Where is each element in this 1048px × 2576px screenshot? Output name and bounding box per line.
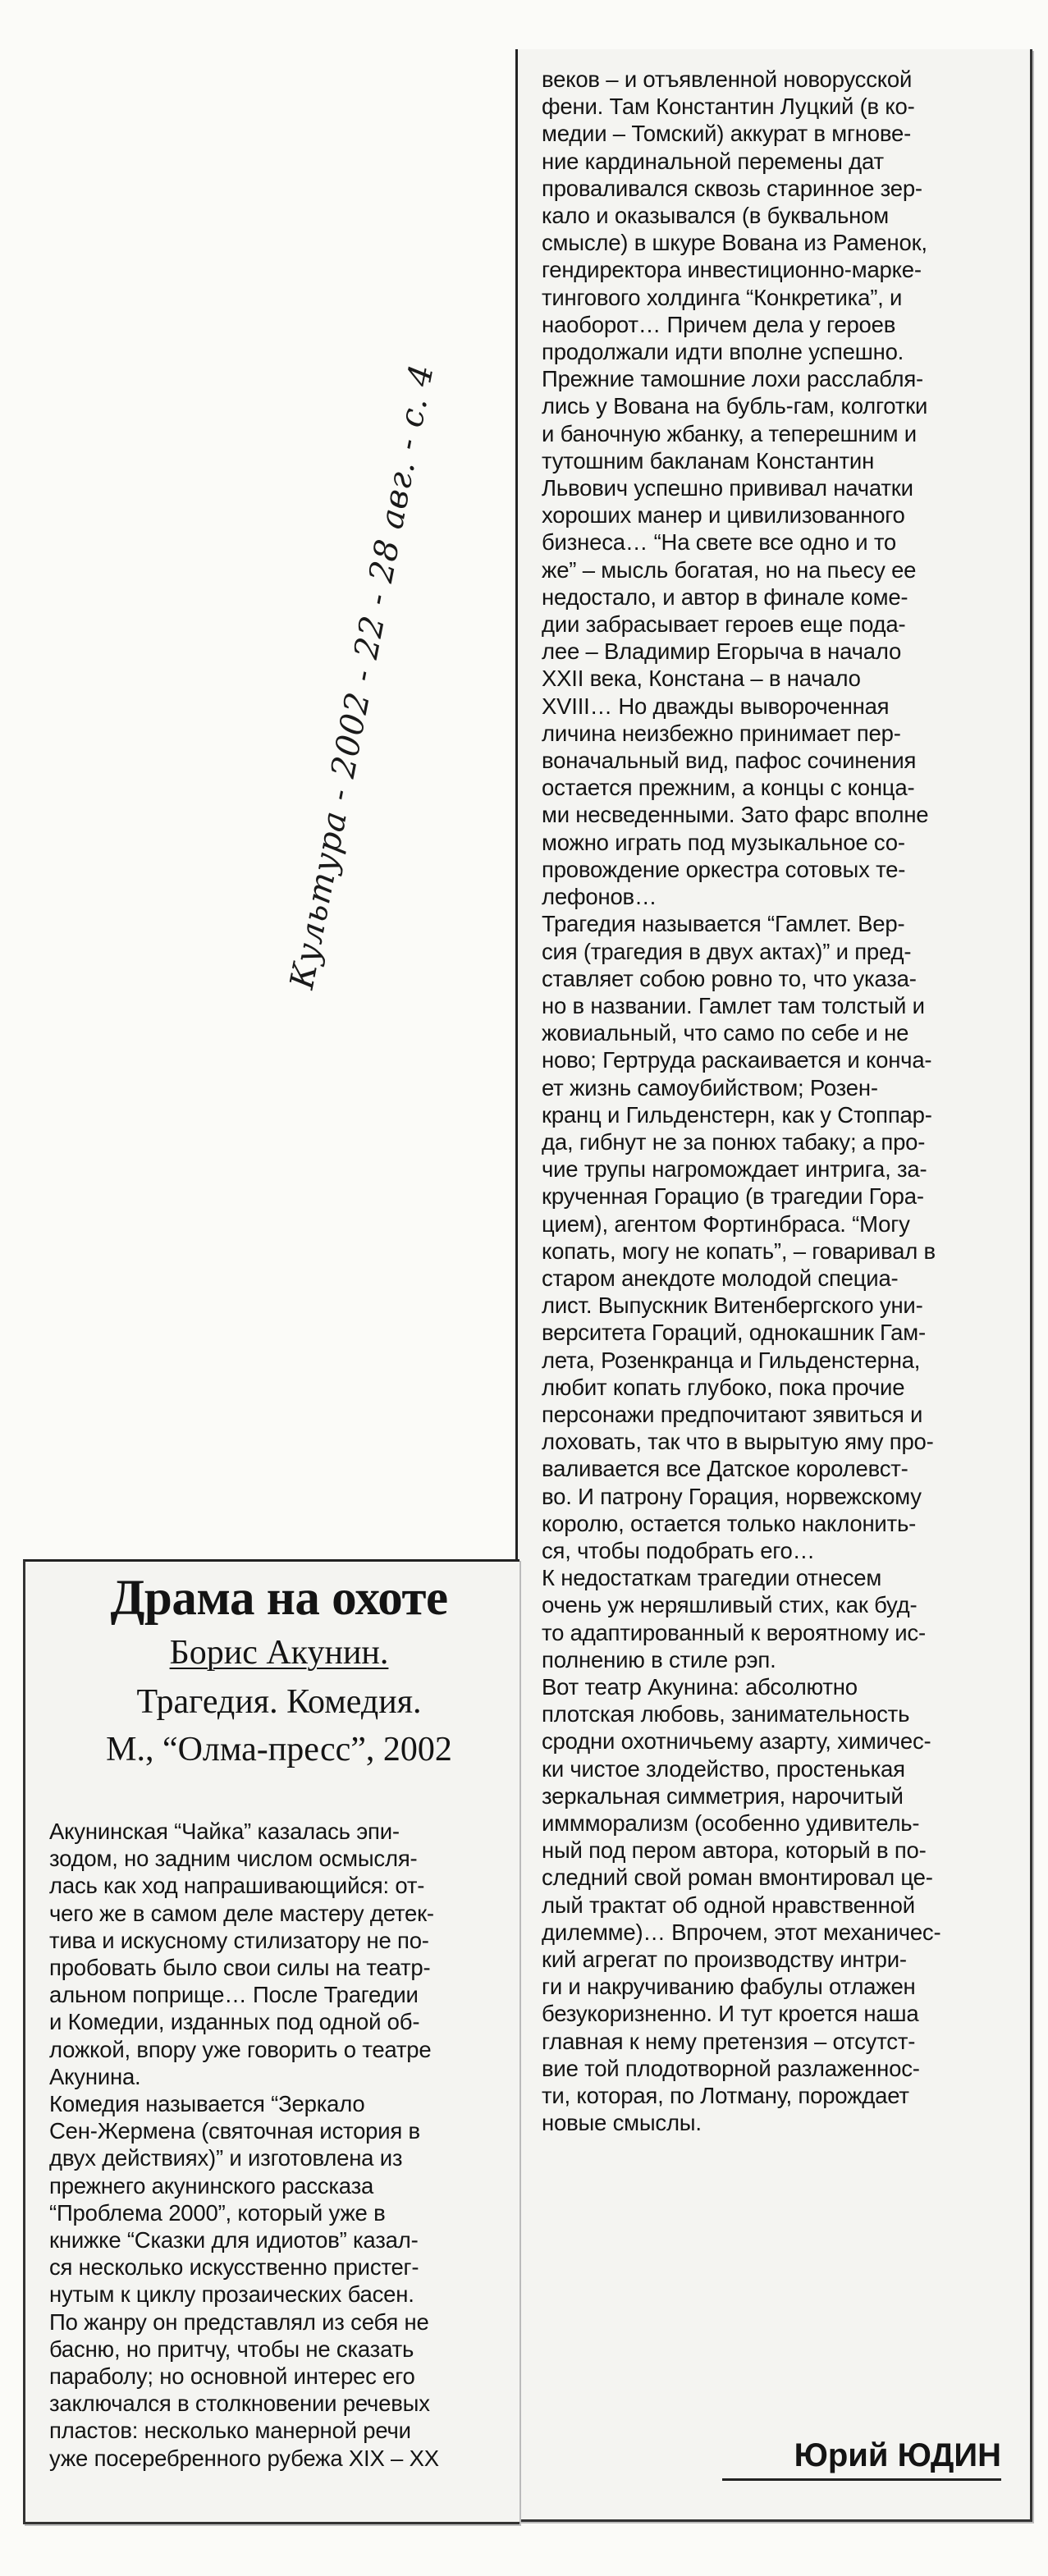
right-paragraph-1: веков – и отъявленной новорусской фени. Там Константин Луцкий (в ко- медии – Томский) аккурат в мгнове- ние кардинальной перемены дат проваливался сквозь старинное зер- кало и оказывался (в буквальном смысле) в шкуре Вована из Раменок, гендиректора инвестиционно-марке- тингового холдинга “Конкретика”, и наоборот… Причем дела у героев продолжали идти вполне успешно. Прежние тамошние лохи расслабля- лись у Вована на бубль-гам, колготки и баночную жбанку, а теперешним и тутошним бакланам Константин Львович успешно прививал начатки хороших манер и цивилизованного бизнеса… “На свете все одно и то же” – мысль богатая, но на пьесу ее недостало, и автор в финале коме- дии забрасывает героев еще пода- лее – Владимир Егорыча в начало XXII века, Констана – в начало XVIII… Но дважды вывороченная личина неизбежно принимает пер- воначальный вид, пафос сочинения остается прежним, а концы с конца- ми несведенными. Зато фарс вполне можно играть под музыкальное со- провождение оркестра сотовых те- лефонов… <box>542 66 929 910</box>
book-genre: Трагедия. Комедия. <box>136 1683 422 1721</box>
right-paragraph-3: К недостаткам трагедии отнесем очень уж неряшливый стих, как буд- то адаптированный к вероятному ис- полнению в стиле рэп. <box>542 1565 926 1672</box>
right-column-text <box>542 66 1001 2136</box>
article-headline: Драма на охоте <box>110 1571 448 1626</box>
right-paragraph-2: Трагедия называется “Гамлет. Вер- сия (трагедия в двух актах)” и пред- ставляет собою ровно то, что указа- но в названии. Гамлет там толстый и жовиальный, что само по себе и не ново; Гертруда раскаивается и конча- ет жизнь самоубийством; Розен- кранц и Гильденстерн, как у Стоппар- да, гибнут не за понюх табаку; а про- чие трупы нагромождает интрига, за- крученная Горацио (в трагедии Гора- цием), агентом Фортинбраса. “Могу копать, могу не копать”, – говаривал в старом анекдоте молодой специа- лист. Выпускник Витенбергского уни- верситета Гораций, однокашник Гам- лета, Розенкранца и Гильденстерна, любит копать глубоко, пока прочие персонажи предпочитают зявиться и лоховать, так что в вырытую яму про- валивается все Датское королевст- во. И патрону Горация, норвежскому королю, остается только наклонить- ся, чтобы подобрать его… <box>542 911 936 1563</box>
book-publication: М., “Олма-пресс”, 2002 <box>106 1731 452 1768</box>
right-paragraph-4: Вот театр Акунина: абсолютно плотская любовь, занимательность сродни охотничьему азарту, химичес- ки чистое злодейство, простенькая зеркальная симметрия, нарочитый иммморализм (особенно удивитель- ный под пером автора, который в по- следний свой роман вмонтировал це- лый трактат об одной нравственной дилемме)… Впрочем, этот механичес- кий агрегат по производству интри- ги и накручиванию фабулы отлажен безукоризненно. И тут кроется наша главная к нему претензия – отсутст- вие той плодотворной разлаженнос- ти, которая, по Лотману, порождает новые смыслы. <box>542 1673 941 2136</box>
left-paragraph-1: Акунинская “Чайка” казалась эпи- зодом, но задним числом осмысля- лась как ход напрашивающийся: от- чего же в самом деле мастеру детек- тива и искусному стилизатору не по- пробовать было свои силы на театр- альном поприще… После Трагедии и Комедии, изданных под одной об- ложкой, впору уже говорить о театре Акунина. <box>49 1819 434 2089</box>
left-paragraph-2: Комедия называется “Зеркало Сен-Жермена (святочная история в двух действиях)” и изготовлена из прежнего акунинского рассказа “Проблема 2000”, который уже в книжке “Сказки для идиотов” казал- ся несколько искусственно пристег- нутым к циклу прозаических басен. По жанру он представлял из себя не басню, но притчу, чтобы не сказать параболу; но основной интерес его заключался в столкновении речевых пластов: несколько манерной речи уже посеребренного рубежа XIX – XX <box>49 2091 439 2471</box>
author-byline: Юрий ЮДИН <box>794 2437 1001 2473</box>
handwritten-note: Культура - 2002 - 22 - 28 авг. - с. 4 <box>283 360 442 992</box>
book-author <box>49 1633 509 1672</box>
left-column-text <box>49 1818 501 2472</box>
bottom-rule <box>722 2478 1001 2481</box>
book-author-text: Борис Акунин. <box>169 1634 389 1672</box>
